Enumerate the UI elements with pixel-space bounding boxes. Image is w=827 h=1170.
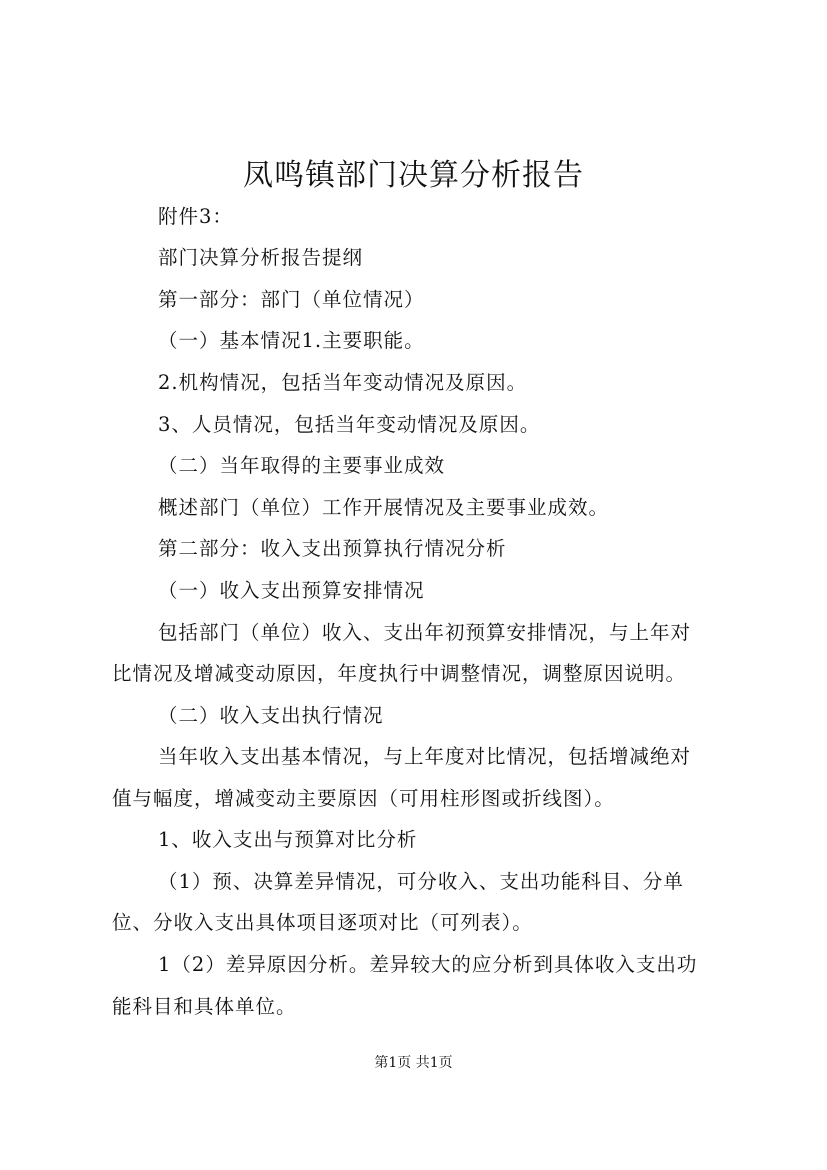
line-outline-title: 部门决算分析报告提纲 xyxy=(158,246,364,269)
line-part-two: 第二部分：收入支出预算执行情况分析 xyxy=(158,537,507,560)
line-difference-2: 位、分收入支出具体项目逐项对比（可列表）。 xyxy=(112,911,533,934)
line-achievements: （二）当年取得的主要事业成效 xyxy=(158,454,446,477)
line-overview: 概述部门（单位）工作开展情况及主要事业成效。 xyxy=(158,496,610,519)
line-execution: （二）收入支出执行情况 xyxy=(158,704,384,727)
line-attachment: 附件3： xyxy=(158,205,233,228)
line-execution-detail-2: 值与幅度，增减变动主要原因（可用柱形图或折线图）。 xyxy=(112,787,615,810)
document-title: 凤鸣镇部门决算分析报告 xyxy=(243,158,584,193)
page-footer: 第1页 共1页 xyxy=(374,1055,453,1071)
line-basic-info: （一）基本情况1.主要职能。 xyxy=(158,329,425,352)
line-budget-detail-2: 比情况及增减变动原因，年度执行中调整情况，调整原因说明。 xyxy=(112,662,687,685)
line-part-one: 第一部分：部门（单位情况） xyxy=(158,288,425,311)
line-reason-2: 能科目和具体单位。 xyxy=(112,995,297,1018)
line-budget-detail-1: 包括部门（单位）收入、支出年初预算安排情况，与上年对 xyxy=(158,621,692,644)
line-personnel: 3、人员情况，包括当年变动情况及原因。 xyxy=(158,413,541,436)
line-comparison: 1、收入支出与预算对比分析 xyxy=(158,828,418,851)
line-reason-1: 1（2）差异原因分析。差异较大的应分析到具体收入支出功 xyxy=(158,953,698,976)
line-difference-1: （1）预、决算差异情况，可分收入、支出功能科目、分单 xyxy=(158,870,684,893)
line-execution-detail-1: 当年收入支出基本情况，与上年度对比情况，包括增减绝对 xyxy=(158,745,692,768)
line-organization: 2.机构情况，包括当年变动情况及原因。 xyxy=(158,371,528,394)
line-budget-arrangement: （一）收入支出预算安排情况 xyxy=(158,579,425,602)
